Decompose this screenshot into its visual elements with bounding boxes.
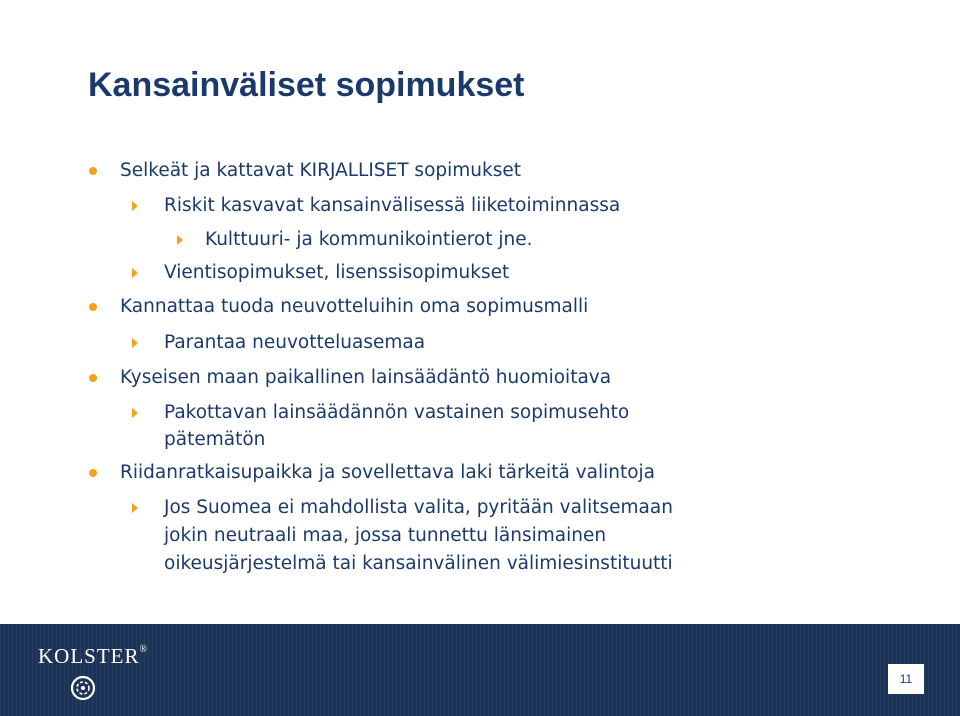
kolster-logo-text	[38, 644, 148, 669]
sub-bullet-text: Parantaa neuvotteluasemaa	[164, 332, 426, 353]
triangle-arrow-icon	[132, 268, 138, 278]
page-number-box	[888, 664, 924, 694]
footer-bar	[0, 624, 960, 716]
sub-bullet-text: Pakottavan lainsäädännön vastainen sopimusehto	[164, 402, 630, 423]
sub-bullet-text-cont: pätemätön	[164, 429, 266, 450]
logo-wordmark: KOLSTER	[38, 644, 140, 668]
bullet-text: Kannattaa tuoda neuvotteluihin oma sopimusmalli	[120, 296, 589, 317]
triangle-arrow-icon	[132, 503, 138, 513]
sub-bullet-text: Jos Suomea ei mahdollista valita, pyritään valitsemaan	[164, 497, 673, 518]
slide-title: Kansainväliset sopimukset	[88, 66, 525, 104]
bullet-text: Selkeät ja kattavat KIRJALLISET sopimukset	[120, 160, 522, 181]
sub-bullet-text: Riskit kasvavat kansainvälisessä liiketoiminnassa	[164, 195, 621, 216]
bullet-dot-icon	[89, 469, 97, 477]
sub-sub-bullet-text: Kulttuuri- ja kommunikointierot jne.	[205, 229, 533, 250]
bullet-dot-icon	[89, 167, 97, 175]
sub-bullet-text: Vientisopimukset, lisenssisopimukset	[164, 262, 510, 283]
page-number: 11	[899, 672, 913, 686]
kolster-logo-icon	[70, 675, 96, 701]
registered-mark: ®	[139, 644, 149, 655]
bullet-text: Kyseisen maan paikallinen lainsäädäntö huomioitava	[120, 367, 612, 388]
bullet-text: Riidanratkaisupaikka ja sovellettava laki tärkeitä valintoja	[120, 462, 656, 483]
triangle-arrow-icon	[132, 338, 138, 348]
bullet-dot-icon	[89, 374, 97, 382]
bullet-dot-icon	[89, 303, 97, 311]
triangle-arrow-icon	[132, 408, 138, 418]
sub-bullet-text-cont: oikeusjärjestelmä tai kansainvälinen välimiesinstituutti	[164, 553, 673, 574]
triangle-arrow-icon	[177, 235, 183, 245]
triangle-arrow-icon	[132, 201, 138, 211]
sub-bullet-text-cont: jokin neutraali maa, jossa tunnettu länsimainen	[164, 525, 607, 546]
